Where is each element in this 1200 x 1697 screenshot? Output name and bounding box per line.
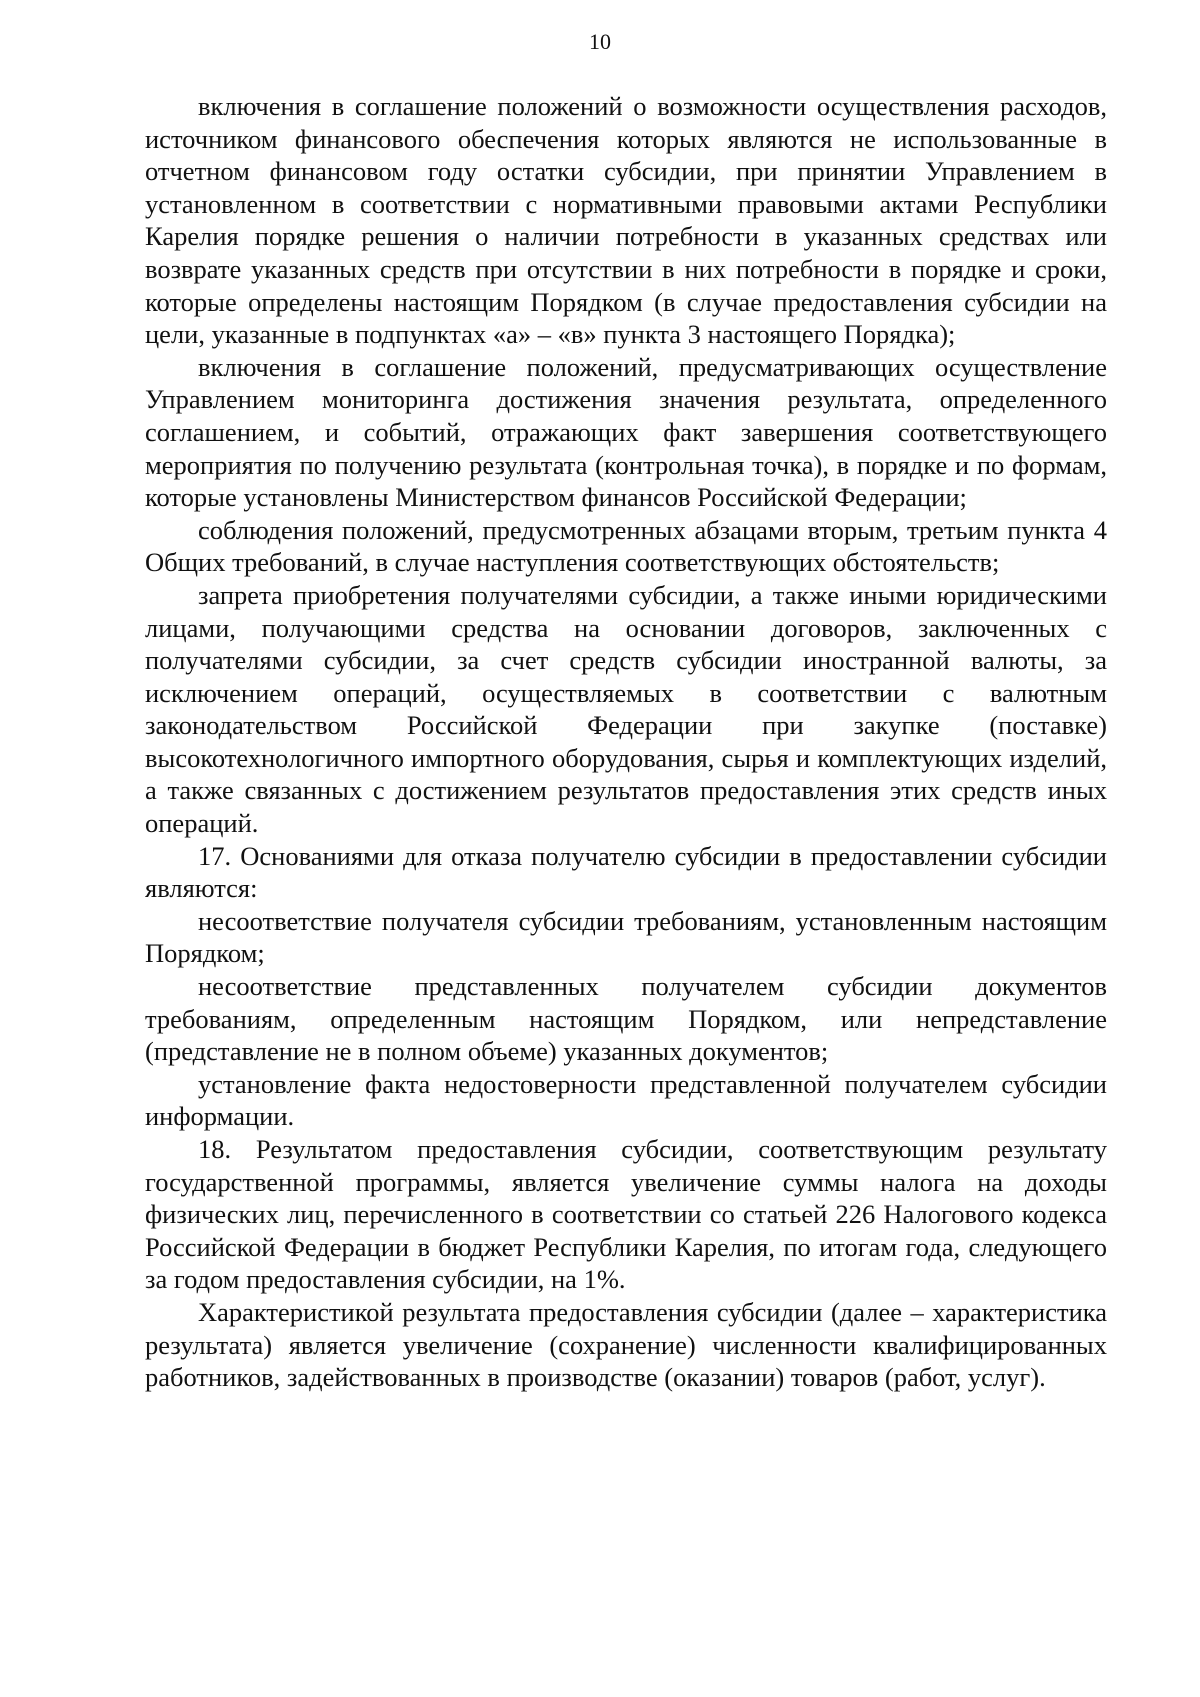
paragraph-unused-balances-clause: включения в соглашение положений о возможности осуществления расходов, источником финансового обеспечения которых являются не использованные в отчетном финансовом году остатки субсидии, при принятии Управлением в установленном в соответствии с нормативными правовыми актами Республики Карелия порядке решения о наличии потребности в указанных средствах или возврате указанных средств при отсутствии в них потребности в порядке и сроки, которые определены настоящим Порядком (в случае предоставления субсидии на цели, указанные в подпунктах «а» – «в» пункта 3 настоящего Порядка); — [145, 91, 1107, 350]
paragraph-item-17-refusal-grounds: 17. Основаниями для отказа получателю субсидии в предоставлении субсидии являются: — [145, 840, 1107, 904]
document-body — [145, 90, 1107, 1394]
paragraph-foreign-currency-ban: запрета приобретения получателями субсидии, а также иными юридическими лицами, получающими средства на основании договоров, заключенных с получателями субсидии, за счет средств субсидии иностранной валюты, за исключением операций, осуществляемых в соответствии с валютным законодательством Российской Федерации при закупке (поставке) высокотехнологичного импортного оборудования, сырья и комплектующих изделий, а также связанных с достижением результатов предоставления этих средств иных операций. — [145, 579, 1107, 839]
paragraph-refusal-ground-1: несоответствие получателя субсидии требованиям, установленным настоящим Порядком; — [145, 905, 1107, 969]
paragraph-refusal-ground-2: несоответствие представленных получателем субсидии документов требованиям, определенным настоящим Порядком, или непредставление (представление не в полном объеме) указанных документов; — [145, 971, 1107, 1067]
paragraph-result-characteristic: Характеристикой результата предоставления субсидии (далее – характеристика результата) является увеличение (сохранение) численности квалифицированных работников, задействованных в производстве (оказании) товаров (работ, услуг). — [145, 1296, 1107, 1393]
paragraph-general-requirements-clause: соблюдения положений, предусмотренных абзацами вторым, третьим пункта 4 Общих требований, в случае наступления соответствующих обстоятельств; — [145, 514, 1107, 578]
paragraph-monitoring-clause: включения в соглашение положений, предусматривающих осуществление Управлением мониторинга достижения значения результата, определенного соглашением, и событий, отражающих факт завершения соответствующего мероприятия по получению результата (контрольная точка), в порядке и по формам, которые установлены Министерством финансов Российской Федерации; — [145, 351, 1107, 513]
paragraph-refusal-ground-3: установление факта недостоверности представленной получателем субсидии информации. — [145, 1068, 1107, 1132]
page-number: 10 — [589, 29, 611, 54]
paragraph-item-18-result: 18. Результатом предоставления субсидии, соответствующим результату государственной программы, является увеличение суммы налога на доходы физических лиц, перечисленного в соответствии со статьей 226 Налогового кодекса Российской Федерации в бюджет Республики Карелия, по итогам года, следующего за годом предоставления субсидии, на 1%. — [145, 1134, 1107, 1295]
